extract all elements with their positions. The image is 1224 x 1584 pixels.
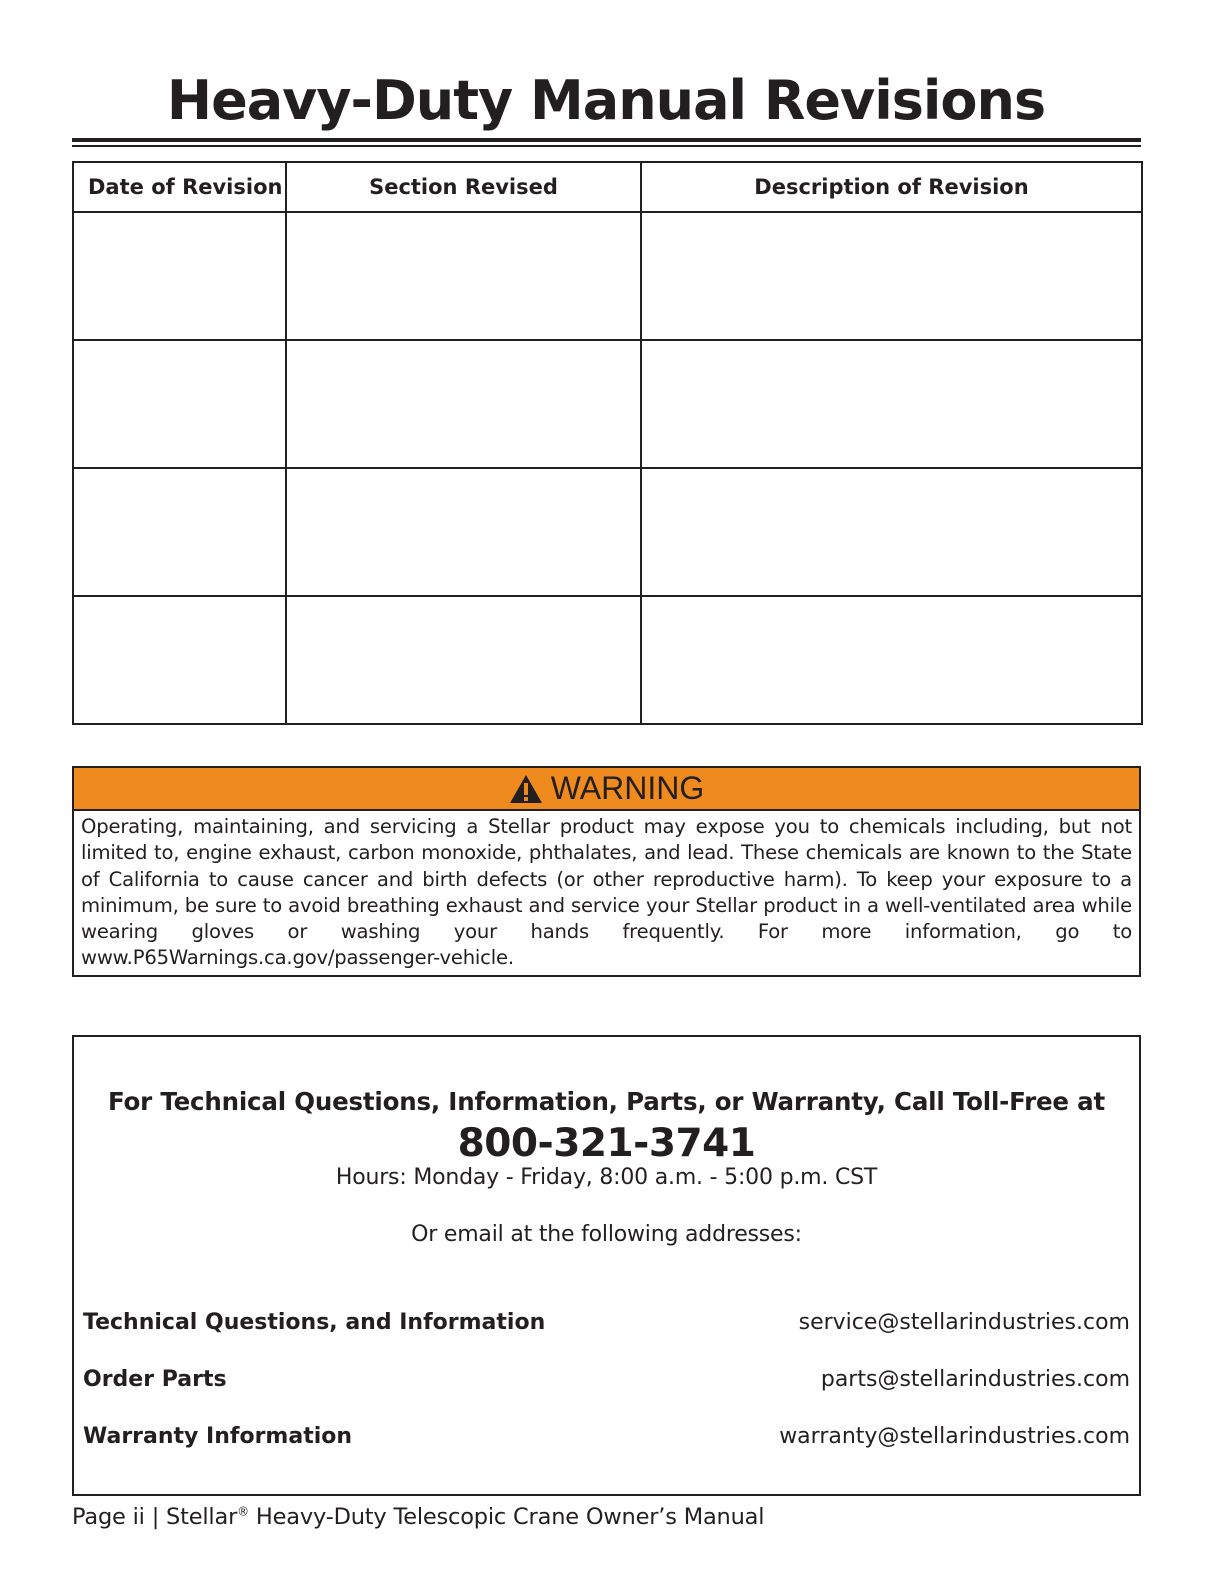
footer-separator: | <box>151 1504 160 1530</box>
email-intro: Or email at the following addresses: <box>411 1222 802 1247</box>
warning-text: Operating, maintaining, and servicing a Stellar product may expose you to chemicals including, but not limited to, engine exhaust, carbon monoxide, phthalates, and lead. These chemicals are known to the State of California to cause cancer and birth defects (or other reproductive harm). To keep your exposure to a minimum, be sure to avoid breathing exhaust and service your Stellar product in a well-ventilated area while wearing gloves or washing your hands frequently. For more information, go to www.P65Warnings.ca.gov/passenger-vehicle. <box>81 815 1132 970</box>
page-footer <box>72 1504 764 1530</box>
hours-text: Hours: Monday - Friday, 8:00 a.m. - 5:00 p.m. CST <box>335 1165 878 1190</box>
table-cell[interactable] <box>641 468 1142 596</box>
email-row-technical <box>83 1307 1130 1337</box>
warning-label: WARNING <box>550 770 705 806</box>
table-row <box>73 468 1142 596</box>
table-cell[interactable] <box>286 340 641 468</box>
table-cell[interactable] <box>641 596 1142 724</box>
warning-box <box>72 766 1141 977</box>
email-label: Order Parts <box>83 1366 227 1392</box>
phone-number[interactable]: 800-321-3741 <box>457 1121 756 1166</box>
footer-brand: Stellar <box>166 1504 238 1530</box>
warning-header <box>74 768 1139 811</box>
revisions-table <box>72 161 1143 725</box>
contact-box <box>72 1035 1141 1496</box>
table-row <box>73 596 1142 724</box>
header-description-of-revision: Description of Revision <box>641 162 1142 212</box>
title-rule-thick <box>72 138 1141 142</box>
table-cell[interactable] <box>286 596 641 724</box>
table-cell[interactable] <box>73 596 286 724</box>
email-address-parts[interactable]: parts@stellarindustries.com <box>820 1366 1130 1392</box>
table-cell[interactable] <box>641 340 1142 468</box>
header-section-revised: Section Revised <box>286 162 641 212</box>
table-header-row <box>73 162 1142 212</box>
email-label: Warranty Information <box>83 1423 353 1449</box>
email-label: Technical Questions, and Information <box>83 1309 546 1335</box>
registered-mark: ® <box>237 1504 249 1519</box>
email-row-parts <box>83 1364 1130 1394</box>
table-row <box>73 212 1142 340</box>
email-row-warranty <box>83 1421 1130 1451</box>
table-row <box>73 340 1142 468</box>
title-rule-thin <box>72 145 1141 147</box>
page-number: Page ii <box>72 1504 145 1530</box>
email-address-warranty[interactable]: warranty@stellarindustries.com <box>779 1423 1130 1449</box>
footer-manual-title: Heavy-Duty Telescopic Crane Owner’s Manual <box>255 1504 765 1530</box>
table-cell[interactable] <box>73 212 286 340</box>
table-cell[interactable] <box>286 212 641 340</box>
email-address-service[interactable]: service@stellarindustries.com <box>798 1309 1130 1335</box>
table-cell[interactable] <box>286 468 641 596</box>
page-title: Heavy-Duty Manual Revisions <box>166 69 1046 132</box>
table-cell[interactable] <box>73 468 286 596</box>
header-date-of-revision: Date of Revision <box>73 162 286 212</box>
contact-heading: For Technical Questions, Information, Parts, or Warranty, Call Toll-Free at <box>107 1087 1105 1116</box>
table-cell[interactable] <box>641 212 1142 340</box>
warning-triangle-icon <box>509 774 543 804</box>
table-cell[interactable] <box>73 340 286 468</box>
